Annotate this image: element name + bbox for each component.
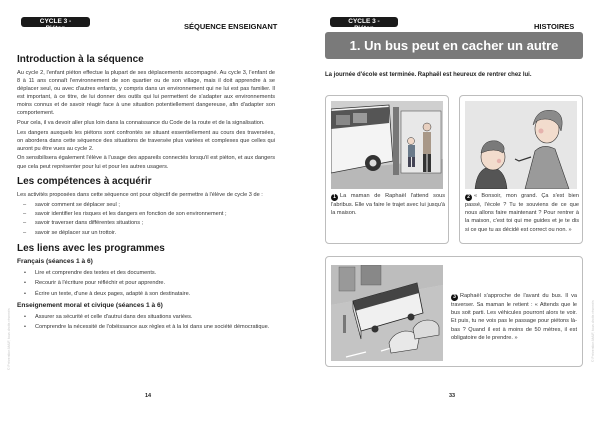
section-label: SÉQUENCE ENSEIGNANT — [184, 22, 278, 31]
panel-caption-text: « Bonsoir, mon grand. Ça s'est bien passé, l'école ? Tu te souviens de ce que nous allons faire maintenant ? Pour rentrer à la maison, c'est toi qui me guides et je te dis si ce que tu as décidé est correct ou non. » — [465, 193, 579, 233]
list-item: – savoir se déplacer sur un trottoir. — [17, 229, 275, 238]
panel-number-badge: 3 — [451, 294, 458, 301]
left-content — [17, 54, 275, 333]
emc-subheading: Enseignement moral et civique (séances 1 à 6) — [17, 301, 163, 309]
list-item: – savoir comment se déplacer seul ; — [17, 201, 275, 210]
story-title: 1. Un bus peut en cacher un autre — [325, 32, 583, 59]
panel-caption — [465, 192, 579, 234]
intro-paragraph: Les dangers auxquels les piétons sont confrontés se situant essentiellement au cours des traversées, on abordera dans cette séquence des situations de traversée plus variées et complexes que celles qui auront pu être vues au cycle 2. — [17, 129, 275, 152]
list-item: • Assurer sa sécurité et celle d'autrui dans des situations variées. — [17, 313, 275, 321]
copyright-notice: © Prévention MAIF, tous droits réservés — [591, 300, 595, 362]
list-item: • Recourir à l'écriture pour réfléchir et pour apprendre. — [17, 279, 275, 287]
programmes-heading: Les liens avec les programmes — [17, 242, 165, 254]
page-number: 14 — [145, 393, 152, 399]
francais-subheading: Français (séances 1 à 6) — [17, 257, 93, 265]
competences-list — [17, 201, 275, 238]
intro-heading: Introduction à la séquence — [17, 54, 144, 65]
mother-child-illustration — [465, 101, 577, 189]
list-item: – savoir identifier les risques et les dangers en fonction de son environnement ; — [17, 210, 275, 219]
cycle-badge: CYCLE 3 - Piéton — [330, 17, 398, 27]
story-lead: La journée d'école est terminée. Raphaël est heureux de rentrer chez lui. — [325, 72, 532, 78]
section-label: HISTOIRES — [534, 22, 575, 31]
list-item: – savoir traverser dans différentes situations ; — [17, 219, 275, 228]
francais-list — [17, 269, 275, 298]
intro-paragraph: Pour cela, il va devoir aller plus loin dans la connaissance du Code de la route et de la signalisation. — [17, 120, 265, 127]
right-page — [300, 0, 600, 424]
panel-number-badge: 2 — [465, 194, 472, 201]
cycle-badge: CYCLE 3 - Piéton — [21, 17, 90, 27]
panel-caption-text: Raphaël s'approche de l'avant du bus. Il va traverser. Sa maman le retient : « Attends que le bus soit parti. Les véhicules pourront alors te voir. Et puis, tu ne vois pas le passage pour piétons là-bas ? Quand il est à moins de 50 mètres, il est obligatoire de le prendre. » — [451, 293, 577, 341]
programmes-section — [17, 243, 275, 331]
copyright-notice: © Prévention MAIF, tous droits réservés — [7, 308, 11, 370]
story-panel-2 — [459, 95, 583, 244]
list-item: • Lire et comprendre des textes et des documents. — [17, 269, 275, 277]
competences-intro: Les activités proposées dans cette séquence ont pour objectif de permettre à l'élève de cycle 3 de : — [17, 191, 263, 198]
panel-caption — [331, 192, 445, 217]
intro-section — [17, 54, 275, 171]
bus-stop-illustration — [331, 101, 443, 189]
page-number: 33 — [449, 393, 456, 399]
panel-number-badge: 1 — [331, 194, 338, 201]
bus-street-illustration — [331, 265, 443, 361]
list-item: • Écrire un texte, d'une à deux pages, adapté à son destinataire. — [17, 290, 275, 298]
story-panel-3 — [325, 256, 583, 367]
intro-paragraph: Au cycle 2, l'enfant piéton effectue la plupart de ses déplacements accompagné. Au cycle 3, l'enfant de 8 à 11 ans connaît l'environnement de son quartier ou de son village, mais il doit apprendre à se déplacer seul, ou avec d'autres enfants, y compris dans un environnement qui ne lui est pas familier. Il est important, à ce titre, de lui donner des outils qui lui permettent de s'adapter aux environnements moins connus et de savoir réagir face à une situation potentiellement dangereuse, afin d'adapter son comportement. — [17, 70, 275, 117]
emc-list — [17, 313, 275, 332]
competences-section — [17, 176, 275, 238]
competences-heading: Les compétences à acquérir — [17, 175, 152, 187]
list-item: • Comprendre la nécessité de l'obéissance aux règles et à la loi dans une société démocratique. — [17, 323, 275, 331]
intro-paragraph: On sensibilisera également l'élève à l'usage des appareils connectés lorsqu'il est piéton, et aux dangers que cela peut représenter pour lui et pour les autres usagers. — [17, 155, 275, 170]
panel-caption-text: La maman de Raphaël l'attend sous l'abribus. Elle va faire le trajet avec lui jusqu'à la maison. — [331, 193, 445, 217]
story-panel-1 — [325, 95, 449, 244]
panel-caption — [451, 292, 577, 342]
